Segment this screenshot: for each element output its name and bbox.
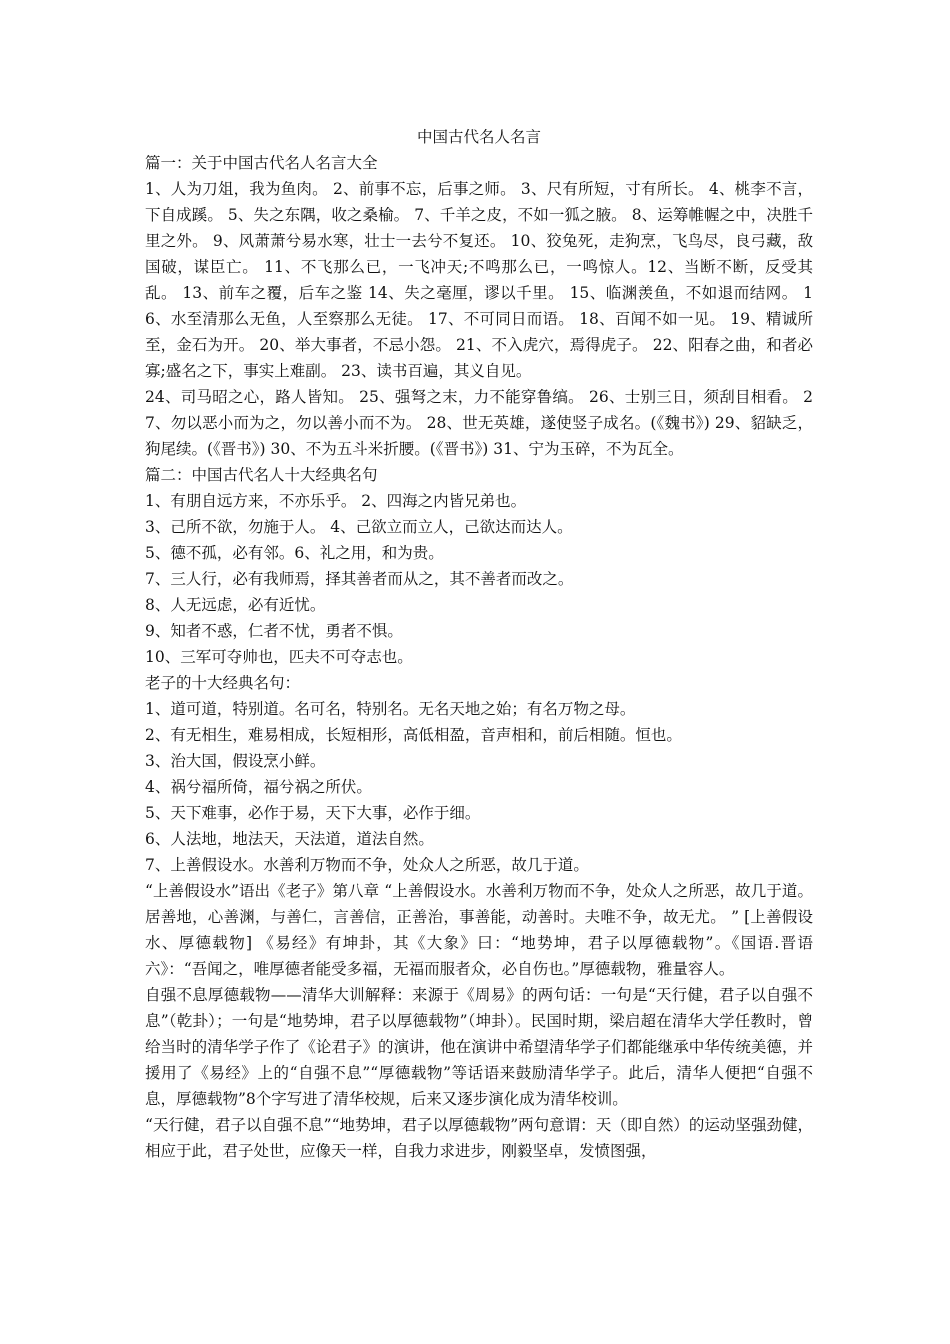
list-item: 3、己所不欲，勿施于人。 4、己欲立而立人，己欲达而达人。 <box>145 518 573 536</box>
list-item: 7、上善假设水。水善利万物而不争，处众人之所恶，故几于道。 <box>145 856 589 874</box>
list-item: 5、天下难事，必作于易，天下大事，必作于细。 <box>145 804 481 822</box>
document-title: 中国古代名人名言 <box>416 128 541 146</box>
paragraph: “上善假设水”语出《老子》第八章 “上善假设水。水善利万物而不争，处众人之所恶，故几于道。 居善地，心善渊，与善仁，言善信，正善治，事善能，动善时。夫唯不争，故无尤。 ” [上善假设水、厚德载物] 《易经》有坤卦，其《大象》曰：“地势坤，君子以厚德载物”。《国语.晋语六》：“吾闻之，唯厚德者能受多福，无福而服者众，必自伤也。”厚德载物，雅量容人。 <box>145 882 813 978</box>
paragraph: 自强不息厚德载物——清华大训解释：来源于《周易》的两句话：一句是“天行健，君子以自强不息”（乾卦）；一句是“地势坤，君子以厚德载物”（坤卦）。民国时期，梁启超在清华大学任教时，曾给当时的清华学子作了《论君子》的演讲，他在演讲中希望清华学子们都能继承中华传统美德，并援用了《易经》上的“自强不息”“厚德载物”等话语来鼓励清华学子。此后，清华人便把“自强不息，厚德载物”8个字写进了清华校规，后来又逐步演化成为清华校训。 <box>145 986 813 1108</box>
paragraph: “天行健，君子以自强不息”“地势坤，君子以厚德载物”两句意谓：天（即自然）的运动坚强劲健，相应于此，君子处世，应像天一样，自我力求进步，刚毅坚卓，发愤图强， <box>145 1116 813 1160</box>
paragraph: 1、人为刀俎，我为鱼肉。 2、前事不忘，后事之师。 3、尺有所短，寸有所长。 4、桃李不言，下自成蹊。 5、失之东隅，收之桑榆。 7、千羊之皮，不如一狐之腋。 8、运筹帷幄之中，决胜千里之外。 9、风萧萧兮易水寒，壮士一去兮不复还。 10、狡兔死，走狗烹，飞鸟尽，良弓藏，敌国破，谋臣亡。 11、不飞那么已，一飞冲天;不鸣那么已，一鸣惊人。12、当断不断，反受其乱。 13、前车之覆，后车之鉴 14、失之毫厘，谬以千里。 15、临渊羡鱼，不如退而结网。 16、水至清那么无鱼，人至察那么无徒。 17、不可同日而语。 18、百闻不如一见。 19、精诚所至，金石为开。 20、举大事者，不忌小怨。 21、不入虎穴，焉得虎子。 22、阳春之曲，和者必寡;盛名之下，事实上难副。 23、读书百遍，其义自见。 <box>145 180 813 380</box>
list-item: 10、三军可夺帅也，匹夫不可夺志也。 <box>145 648 413 666</box>
list-item: 1、有朋自远方来，不亦乐乎。 2、四海之内皆兄弟也。 <box>145 492 527 510</box>
list-item: 9、知者不惑，仁者不忧，勇者不惧。 <box>145 622 403 640</box>
list-item: 6、人法地，地法天，天法道，道法自然。 <box>145 830 434 848</box>
subsection-heading: 老子的十大经典名句： <box>145 674 301 692</box>
list-item: 7、三人行，必有我师焉，择其善者而从之，其不善者而改之。 <box>145 570 574 588</box>
list-item: 4、祸兮福所倚，福兮祸之所伏。 <box>145 778 372 796</box>
list-item: 8、人无远虑，必有近忧。 <box>145 596 326 614</box>
list-item: 1、道可道，特别道。名可名，特别名。无名天地之始；有名万物之母。 <box>145 700 636 718</box>
list-item: 3、治大国，假设烹小鲜。 <box>145 752 326 770</box>
paragraph: 24、司马昭之心，路人皆知。 25、强弩之末，力不能穿鲁缟。 26、士别三日，须刮目相看。 27、勿以恶小而为之，勿以善小而不为。 28、世无英雄，遂使竖子成名。(《魏书》) 29、貂缺乏，狗尾续。(《晋书》) 30、不为五斗米折腰。(《晋书》) 31、宁为玉碎，不为瓦全。 <box>145 388 813 458</box>
section-heading: 篇一：关于中国古代名人名言大全 <box>145 154 378 172</box>
section-heading: 篇二：中国古代名人十大经典名句 <box>145 466 378 484</box>
list-item: 2、有无相生，难易相成，长短相形，高低相盈，音声相和，前后相随。恒也。 <box>145 726 682 744</box>
document-body <box>145 124 813 1164</box>
list-item: 5、德不孤，必有邻。6、礼之用，和为贵。 <box>145 544 444 562</box>
